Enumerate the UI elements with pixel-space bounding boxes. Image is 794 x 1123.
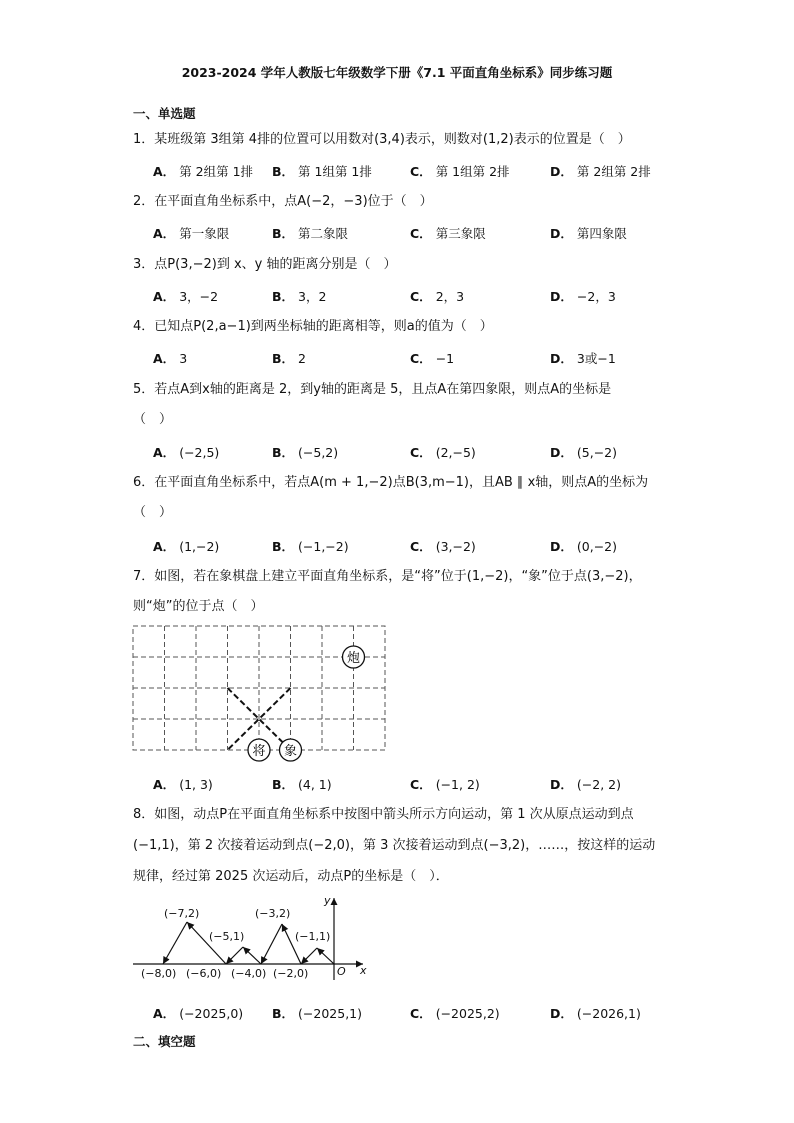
option-b[interactable]: B． 第 1组第 1排 xyxy=(272,164,372,179)
y-axis-label: y xyxy=(324,894,331,907)
question-5-line-2: （ ） xyxy=(133,412,173,427)
base-label: (−6,0) xyxy=(186,967,222,980)
question-7-line-1: 7．如图，若在象棋盘上建立平面直角坐标系，是“将”位于(1,−2)，“象”位于点(3,−2)， xyxy=(133,569,642,584)
option-d[interactable]: D． (−2026,1) xyxy=(550,1006,641,1021)
peak-label: (−3,2) xyxy=(255,907,291,920)
option-c[interactable]: C． 2，3 xyxy=(410,289,465,304)
piece-xiang xyxy=(280,739,302,761)
section-heading-single-choice: 一、单选题 xyxy=(133,106,196,121)
option-d[interactable]: D． 3或−1 xyxy=(550,351,616,366)
option-d[interactable]: D． −2，3 xyxy=(550,289,616,304)
section-heading-fill-blank: 二、填空题 xyxy=(133,1034,196,1049)
question-8-line-2: (−1,1)，第 2 次接着运动到点(−2,0)，第 3 次接着运动到点(−3,2)，……，按这样的运动 xyxy=(133,838,656,853)
base-label: (−4,0) xyxy=(231,967,267,980)
question-8-line-3: 规律，经过第 2025 次运动后，动点P的坐标是（ ）． xyxy=(133,869,449,884)
piece-pao xyxy=(343,646,365,668)
question-5-line-1: 5．若点A到x轴的距离是 2，到y轴的距离是 5，且点A在第四象限，则点A的坐标是 xyxy=(133,382,612,397)
option-a[interactable]: A． 3 xyxy=(153,351,188,366)
option-c[interactable]: C． (2,−5) xyxy=(410,445,476,460)
base-label: (−8,0) xyxy=(141,967,177,980)
piece-jiang xyxy=(248,739,270,761)
option-b[interactable]: B． (4, 1) xyxy=(272,777,332,792)
x-axis-label: x xyxy=(360,964,367,977)
option-a[interactable]: A． 3，−2 xyxy=(153,289,219,304)
option-c[interactable]: C． 第 1组第 2排 xyxy=(410,164,510,179)
base-label: (−2,0) xyxy=(273,967,309,980)
option-a[interactable]: A． (1,−2) xyxy=(153,539,220,554)
option-d[interactable]: D． (−2, 2) xyxy=(550,777,621,792)
option-a[interactable]: A． (−2,5) xyxy=(153,445,220,460)
peak-label: (−7,2) xyxy=(164,907,200,920)
chessboard-figure xyxy=(131,624,389,764)
option-a[interactable]: A． (1, 3) xyxy=(153,777,213,792)
question-3: 3．点P(3,−2)到 x、y 轴的距离分别是（ ） xyxy=(133,257,397,272)
option-c[interactable]: C． (−2025,2) xyxy=(410,1006,500,1021)
option-c[interactable]: C． (−1, 2) xyxy=(410,777,480,792)
option-a[interactable]: A． (−2025,0) xyxy=(153,1006,244,1021)
chessboard-grid xyxy=(133,626,385,750)
option-a[interactable]: A． 第 2组第 1排 xyxy=(153,164,254,179)
question-2: 2．在平面直角坐标系中，点A(−2，−3)位于（ ） xyxy=(133,194,433,209)
svg-text:炮: 炮 xyxy=(346,651,361,666)
motion-arrows xyxy=(163,922,334,964)
option-c[interactable]: C． (3,−2) xyxy=(410,539,476,554)
option-c[interactable]: C． −1 xyxy=(410,351,455,366)
svg-text:象: 象 xyxy=(283,744,298,759)
question-1: 1．某班级第 3组第 4排的位置可以用数对(3,4)表示，则数对(1,2)表示的位置是（ ） xyxy=(133,132,631,147)
option-d[interactable]: D． (5,−2) xyxy=(550,445,617,460)
motion-path-graph xyxy=(131,892,376,984)
peak-label: (−1,1) xyxy=(295,930,331,943)
option-d[interactable]: D． 第四象限 xyxy=(550,226,627,241)
option-d[interactable]: D． (0,−2) xyxy=(550,539,617,554)
option-c[interactable]: C． 第三象限 xyxy=(410,226,486,241)
question-8-line-1: 8．如图，动点P在平面直角坐标系中按图中箭头所示方向运动，第 1 次从原点运动到点 xyxy=(133,807,634,822)
option-b[interactable]: B． 第二象限 xyxy=(272,226,349,241)
option-b[interactable]: B． 3，2 xyxy=(272,289,327,304)
option-d[interactable]: D． 第 2组第 2排 xyxy=(550,164,651,179)
option-b[interactable]: B． 2 xyxy=(272,351,306,366)
question-6-line-1: 6．在平面直角坐标系中，若点A(m + 1,−2)点B(3,m−1)，且AB ∥ x轴，则点A的坐标为 xyxy=(133,475,649,490)
svg-text:将: 将 xyxy=(252,744,266,759)
option-a[interactable]: A． 第一象限 xyxy=(153,226,230,241)
peak-label: (−5,1) xyxy=(209,930,245,943)
page-title: 2023-2024 学年人教版七年级数学下册《7.1 平面直角坐标系》同步练习题 xyxy=(181,65,613,80)
origin-label: O xyxy=(337,965,346,978)
option-b[interactable]: B． (−5,2) xyxy=(272,445,339,460)
question-4: 4．已知点P(2,a−1)到两坐标轴的距离相等，则a的值为（ ） xyxy=(133,319,493,334)
question-7-line-2: 则“炮”的位于点（ ） xyxy=(133,599,264,614)
option-b[interactable]: B． (−2025,1) xyxy=(272,1006,362,1021)
question-6-line-2: （ ） xyxy=(133,505,173,520)
option-b[interactable]: B． (−1,−2) xyxy=(272,539,349,554)
